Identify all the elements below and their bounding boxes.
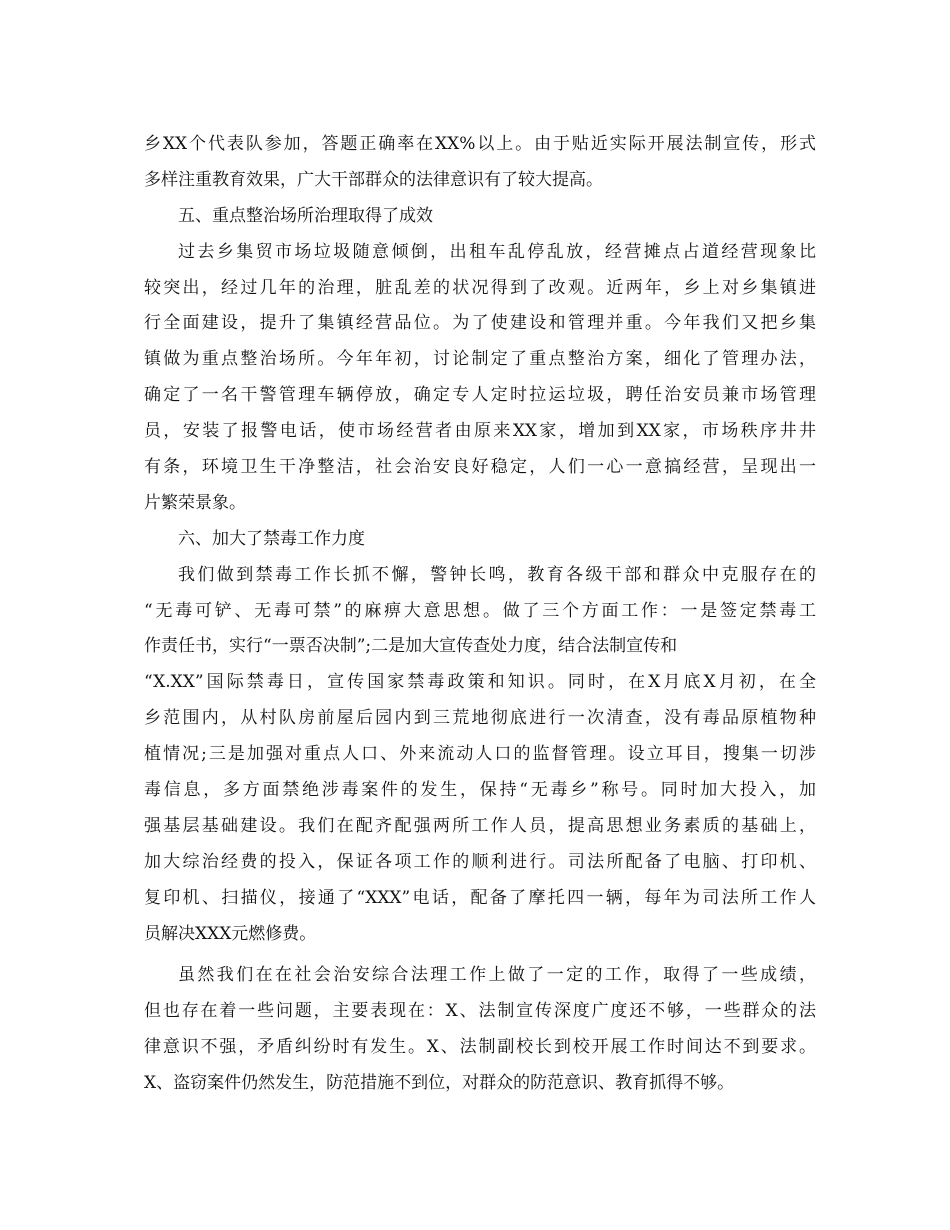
text-line: 多样注重教育效果，广大干部群众的法律意识有了较大提高。 <box>144 169 603 190</box>
text-line: 毒信息，多方面禁绝涉毒案件的发生，保持“无毒乡”称号。同时加大投入，加 <box>144 780 816 801</box>
text-line: 律意识不强，矛盾纠纷时有发生。X、法制副校长到校开展工作时间达不到要求。 <box>144 1037 816 1058</box>
text-line: “X.XX”国际禁毒日，宣传国家禁毒政策和知识。同时，在X月底X月初，在全 <box>144 672 816 693</box>
text-line: 确定了一名干警管理车辆停放，确定专人定时拉运垃圾，聘任治安员兼市场管理 <box>144 385 816 406</box>
text-line: 复印机、扫描仪，接通了“XXX”电话，配备了摩托四一辆，每年为司法所工作人 <box>144 887 816 908</box>
heading-text: 五、重点整治场所治理取得了成效 <box>178 205 433 226</box>
text-line: 乡范围内，从村队房前屋后园内到三荒地彻底进行一次清查，没有毒品原植物种 <box>144 708 816 729</box>
text-line: 我们做到禁毒工作长抓不懈，警钟长鸣，教育各级干部和群众中克服存在的 <box>178 564 816 585</box>
text-line: 强基层基础建设。我们在配齐配强两所工作人员，提高思想业务素质的基础上， <box>144 815 816 836</box>
text-line: 但也存在着一些问题，主要表现在：X、法制宣传深度广度还不够，一些群众的法 <box>144 1001 816 1022</box>
text-line: 镇做为重点整治场所。今年年初，讨论制定了重点整治方案，细化了管理办法， <box>144 349 816 370</box>
heading-text: 六、加大了禁毒工作力度 <box>178 528 365 549</box>
paragraph-anti-drug <box>144 558 816 953</box>
text-line: 植情况;三是加强对重点人口、外来流动人口的监督管理。设立耳目，搜集一切涉 <box>144 744 816 765</box>
section-heading-6 <box>144 522 816 558</box>
text-line: 过去乡集贸市场垃圾随意倾倒，出租车乱停乱放，经营摊点占道经营现象比 <box>178 241 816 262</box>
text-line: 乡XX个代表队参加，答题正确率在XX%以上。由于贴近实际开展法制宣传，形式 <box>144 134 816 154</box>
text-line: 虽然我们在在社会治安综合法理工作上做了一定的工作，取得了一些成绩， <box>178 965 816 986</box>
text-line: 较突出，经过几年的治理，脏乱差的状况得到了改观。近两年，乡上对乡集镇进 <box>144 277 816 298</box>
text-line: X、盗窃案件仍然发生，防范措施不到位，对群众的防范意识、教育抓得不够。 <box>144 1073 735 1094</box>
paragraph-problems <box>144 958 816 1102</box>
text-line: 员解决XXX元燃修费。 <box>144 923 317 944</box>
paragraph-market-rectification <box>144 235 816 522</box>
text-line: “无毒可铲、无毒可禁”的麻痹大意思想。做了三个方面工作：一是签定禁毒工 <box>144 600 816 621</box>
text-line: 加大综治经费的投入，保证各项工作的顺利进行。司法所配备了电脑、打印机、 <box>144 851 816 872</box>
text-line: 行全面建设，提升了集镇经营品位。为了使建设和管理并重。今年我们又把乡集 <box>144 313 816 334</box>
document-body <box>144 127 816 1102</box>
text-line: 作责任书，实行“一票否决制”;二是加大宣传查处力度，结合法制宣传和 <box>144 636 678 657</box>
text-line: 有条，环境卫生干净整洁，社会治安良好稳定，人们一心一意搞经营，呈现出一 <box>144 457 816 478</box>
text-line: 员，安装了报警电话，使市场经营者由原来XX家，增加到XX家，市场秩序井井 <box>144 421 816 442</box>
section-heading-5 <box>144 199 816 235</box>
paragraph-continuation <box>144 127 816 199</box>
text-line: 片繁荣景象。 <box>144 492 246 513</box>
